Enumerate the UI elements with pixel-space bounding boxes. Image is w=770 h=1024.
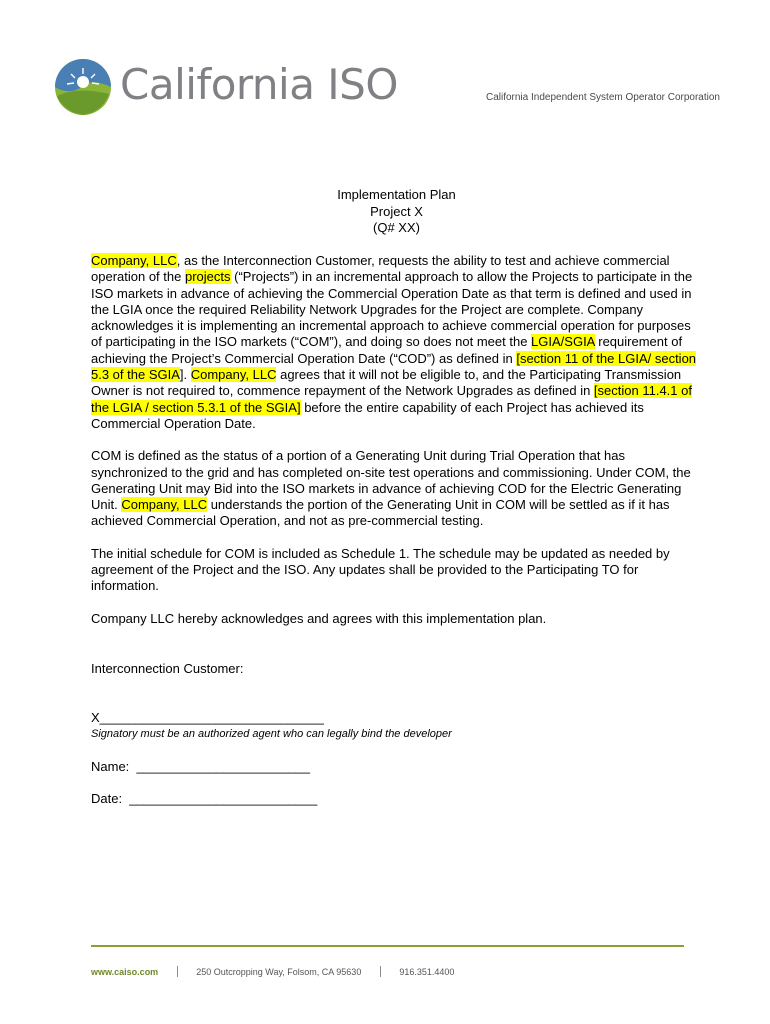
text-run: , as the Interconnection Customer, requests the ability to test and achieve commercial operation of the	[91, 253, 670, 285]
signature-line: X_______________________________	[91, 710, 324, 725]
paragraph-acknowledgement: Company LLC hereby acknowledges and agrees with this implementation plan.	[91, 610, 547, 626]
title-line-1: Implementation Plan	[337, 187, 456, 202]
text-run: ].	[179, 367, 191, 383]
text-run: requirement of achieving the Project’s Commercial Operation Date (“COD”) as defined in	[91, 334, 683, 366]
footer-phone: 916.351.4400	[399, 966, 455, 977]
paragraph-request	[91, 253, 703, 432]
highlight-lgia-sgia: LGIA/SGIA	[531, 334, 595, 350]
footer-separator	[380, 966, 381, 977]
highlight-section-11-4-1: [section 11.4.1 of the LGIA / section 5.3.1 of the SGIA]	[91, 383, 692, 415]
footer	[91, 966, 454, 977]
corporation-name: California Independent System Operator Corporation	[485, 92, 720, 103]
footer-separator	[177, 966, 178, 977]
footer-url[interactable]: www.caiso.com	[91, 966, 159, 977]
sun-globe-icon	[52, 56, 114, 118]
highlight-company: Company, LLC	[91, 253, 177, 268]
paragraph-com-definition	[91, 448, 703, 529]
date-line: Date: __________________________	[91, 791, 318, 806]
footer-address: 250 Outcropping Way, Folsom, CA 95630	[196, 966, 362, 977]
document-title	[0, 187, 770, 237]
text-run: understands the portion of the Generating Unit in COM will be settled as if it has achieved Commercial Operation, and not as pre-commercial testing.	[91, 497, 670, 529]
document-body	[91, 253, 703, 643]
text-run: before the entire capability of each Project has achieved its Commercial Operation Date.	[91, 399, 644, 431]
text-run: COM is defined as the status of a portion of a Generating Unit during Trial Operation that has synchronized to the grid and has completed on-site test operations and commissioning. Under COM, the Generating Unit may Bid into the ISO markets in advance of achieving COD for the Electric Generating Unit.	[91, 448, 691, 513]
customer-label: Interconnection Customer:	[91, 661, 244, 676]
text-run: (“Projects”) in an incremental approach to allow the Projects to participate in the ISO markets in advance of achieving the Commercial Operation Date as that term is defined and used in the LGIA once the required Reliability Network Upgrades for the Project are complete. Company acknowledges it is implementing an incremental approach to achieve commercial operation for purposes of participating in the ISO markets (“COM”), and doing so does not meet the	[91, 269, 693, 350]
highlight-company: Company, LLC	[190, 367, 277, 383]
paragraph-schedule: The initial schedule for COM is included as Schedule 1. The schedule may be updated as needed by agreement of the Project and the ISO. Any updates shall be provided to the Participating TO for information.	[91, 545, 670, 594]
footer-divider	[91, 945, 684, 947]
california-iso-logo	[52, 56, 398, 122]
name-line: Name: ________________________	[91, 759, 311, 774]
title-line-3: (Q# XX)	[373, 220, 420, 235]
logo-text: California ISO	[120, 60, 398, 109]
text-run: agrees that it will not be eligible to, and the Participating Transmission Owner is not required to, commence repayment of the Network Upgrades as defined in	[91, 367, 682, 399]
title-line-2: Project X	[370, 203, 423, 219]
highlight-projects: projects	[184, 269, 231, 285]
signatory-note: Signatory must be an authorized agent who can legally bind the developer	[91, 728, 452, 740]
highlight-company: Company, LLC	[121, 497, 208, 513]
highlight-section-11: [section 11 of the LGIA/ section 5.3 of the SGIA	[91, 350, 697, 383]
